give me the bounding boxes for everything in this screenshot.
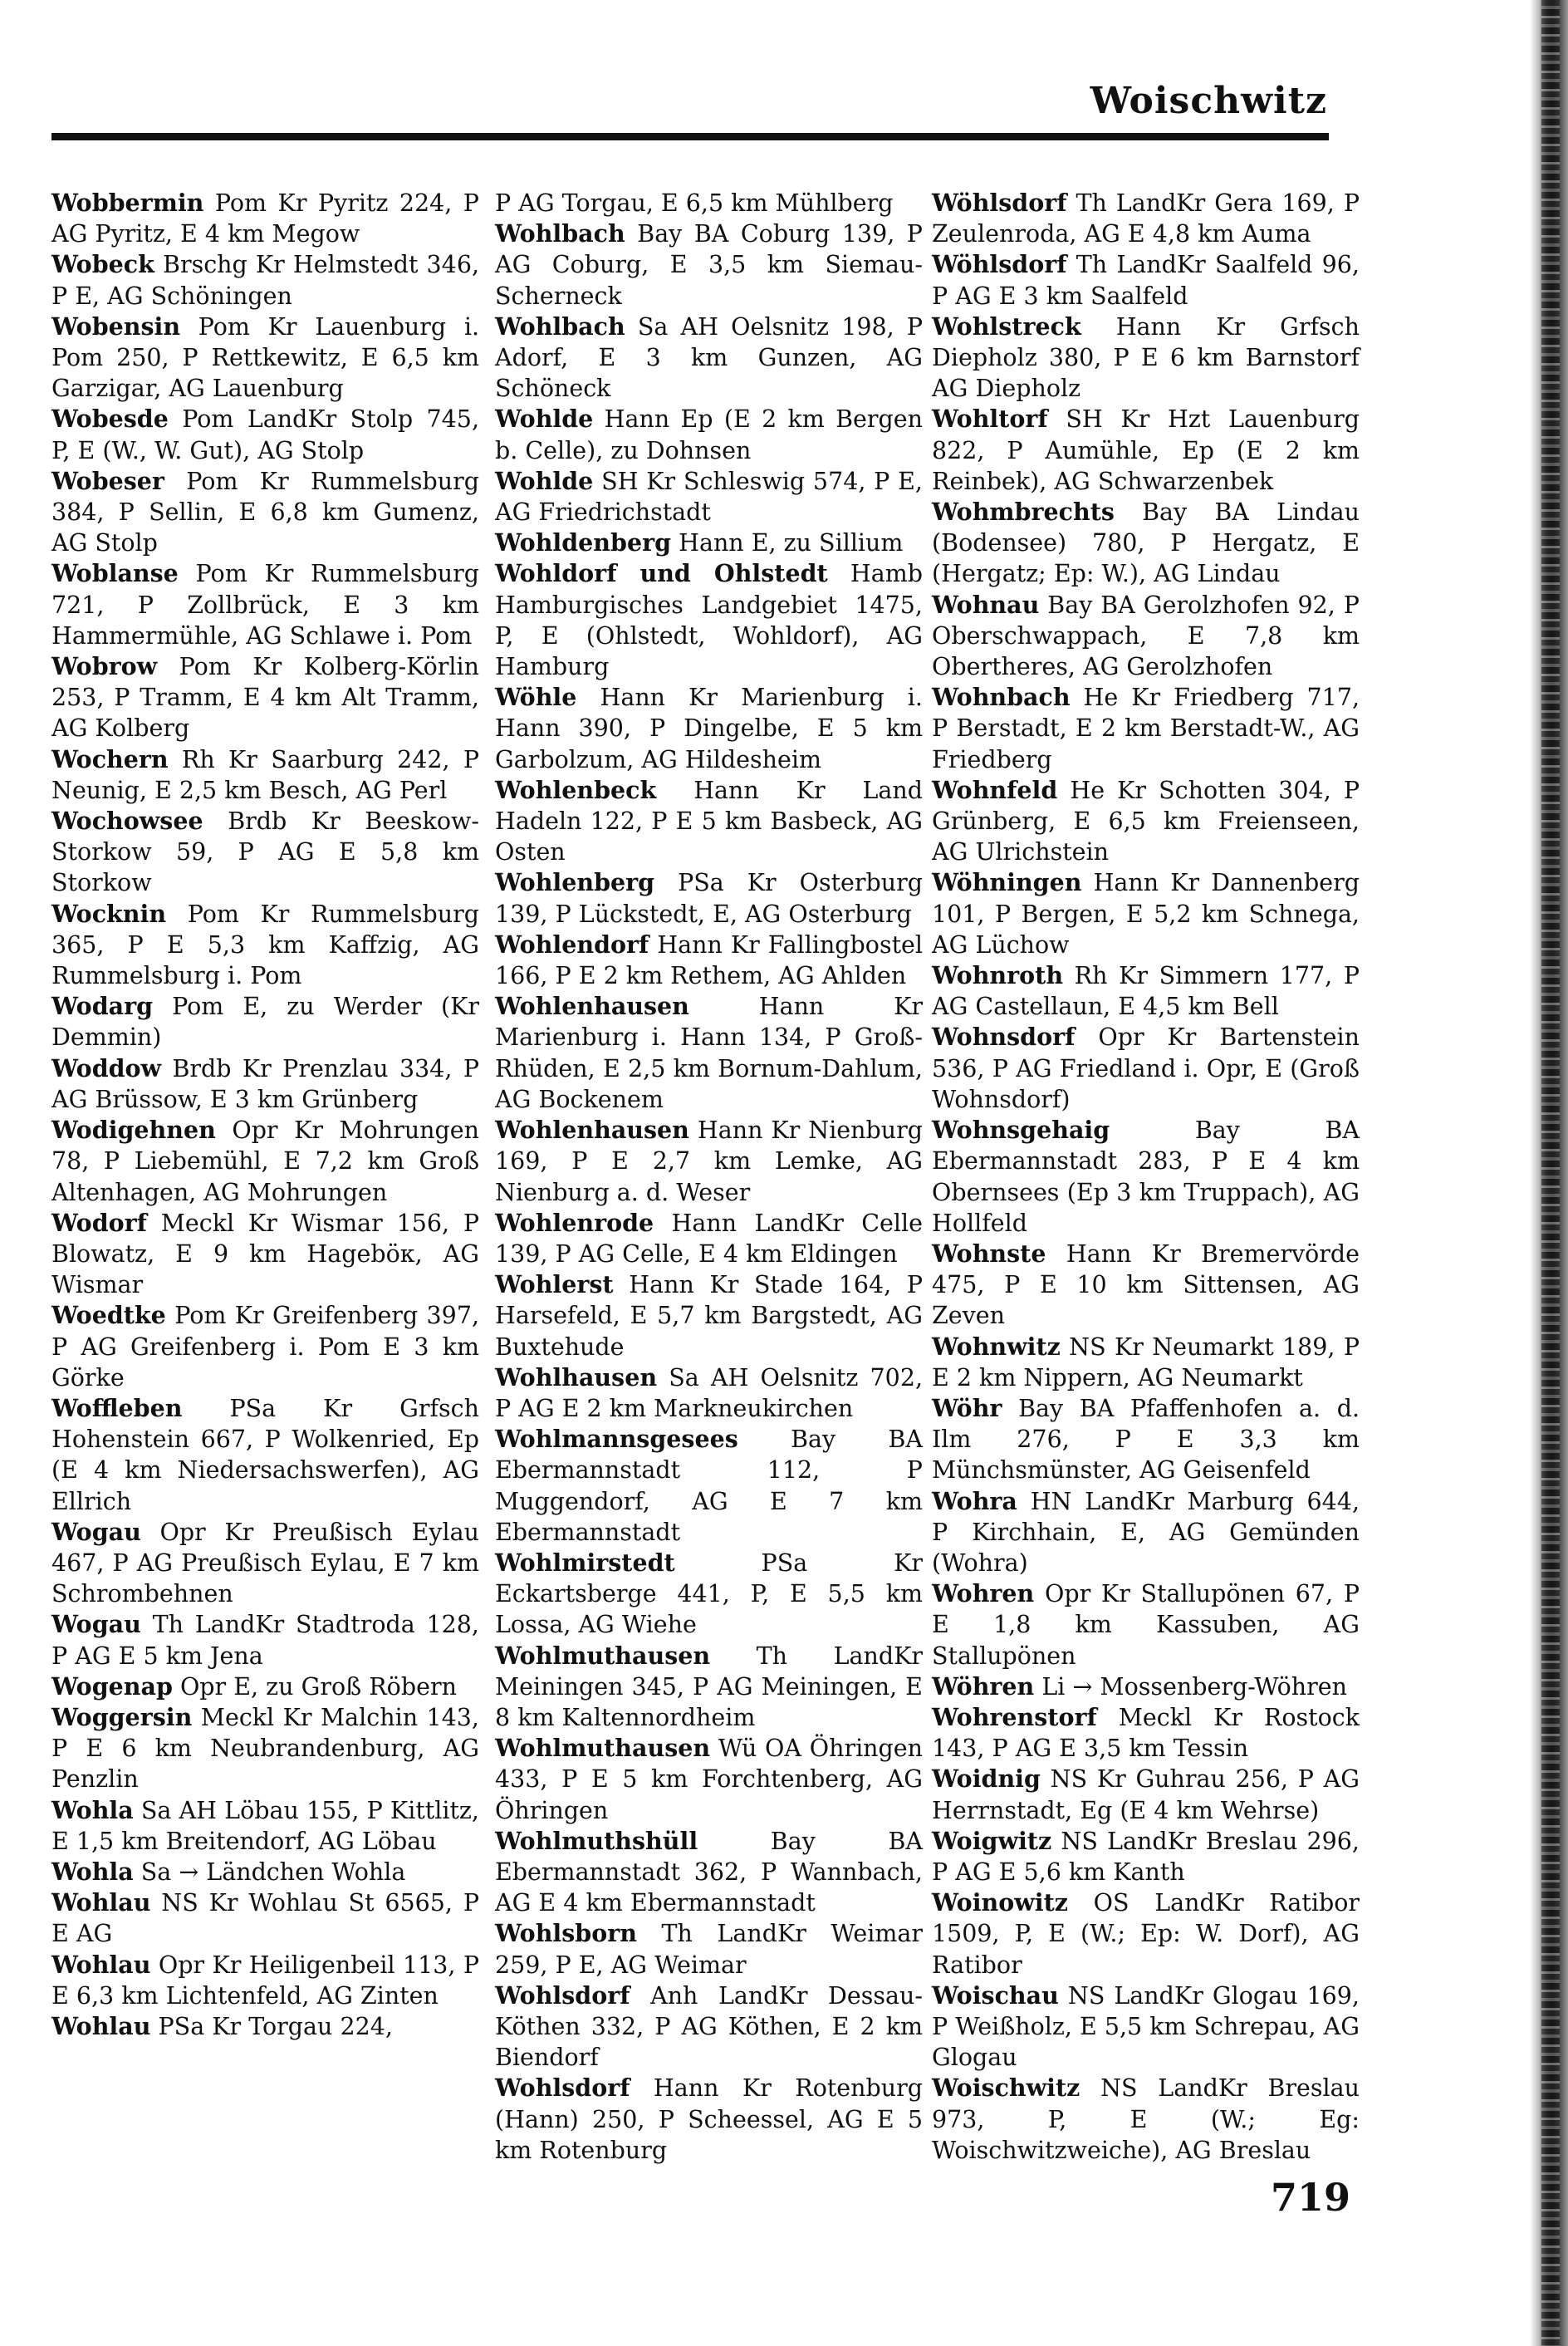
entry-name: Wohra [932,1486,1017,1515]
gazetteer-entry [51,1795,479,1857]
entry-name: Wodorf [51,1208,147,1237]
entry-text: Pom Kr Pyritz 224, P AG Pyritz, E 4 km Megow [51,189,479,248]
gazetteer-entry [495,991,923,1115]
entry-name: Wobbermin [51,189,204,217]
entry-name: Wohlbach [495,312,625,341]
entry-name: Wohmbrechts [932,498,1115,527]
entry-name: Wohlenhausen [495,992,689,1021]
gazetteer-entry [932,1486,1360,1579]
entry-name: Wöhlsdorf [932,189,1067,217]
gazetteer-entry [932,1826,1360,1887]
entry-name: Wohnsgehaig [932,1116,1110,1145]
gazetteer-entry [495,404,923,465]
entry-text: PSa Kr Osterburg 139, P Lückstedt, E, AG Osterburg [495,869,923,928]
entry-name: Wöhren [932,1671,1035,1701]
gazetteer-entry [932,1332,1360,1393]
gazetteer-entry [495,1269,923,1362]
entry-text: SH Kr Hzt Lauenburg 822, P Aumühle, Ep (E 2 km Reinbek), AG Schwarzenbek [932,405,1360,495]
column-1 [51,188,479,2042]
entry-text: Meckl Kr Malchin 143, P E 6 km Neubrandenburg, AG Penzlin [51,1703,479,1794]
entry-text: Rh Kr Saarburg 242, P Neunig, E 2,5 km Besch, AG Perl [51,745,479,804]
entry-name: Woischau [932,1980,1059,2010]
entry-name: Wochowsee [51,807,203,836]
entry-text: Bay BA Coburg 139, P AG Coburg, E 3,5 km Siemau-Scherneck [495,220,923,310]
entry-name: Wohlstreck [932,312,1081,341]
entry-text: Brdb Kr Beeskow-Storkow 59, P AG E 5,8 km Storkow [51,807,480,897]
scan-edge [1530,0,1568,2346]
gazetteer-entry [51,1115,479,1208]
entry-name: Wohlendorf [495,930,649,959]
entry-name: Wohnwitz [932,1332,1061,1361]
entry-text: Hann Ep (E 2 km Bergen b. Celle), zu Dohnsen [495,405,923,464]
gazetteer-entry [51,1053,479,1115]
entry-text: He Kr Friedberg 717, P Berstadt, E 2 km Berstadt-W., AG Friedberg [932,684,1360,773]
entry-text: Brdb Kr Prenzlau 334, P AG Brüssow, E 3 km Grünberg [51,1054,479,1113]
entry-text: Opr Kr Bartenstein 536, P AG Friedland i. Opr, E (Groß Wohnsdorf) [932,1023,1360,1113]
entry-name: Woidnig [932,1764,1041,1794]
gazetteer-entry [51,1702,479,1795]
entry-name: Wobensin [51,312,181,341]
entry-name: Wobesde [51,405,169,434]
entry-name: Woinowitz [932,1888,1068,1917]
gazetteer-entry [932,1115,1360,1239]
gazetteer-entry [495,2073,923,2166]
gazetteer-entry [51,806,479,899]
entry-text: Opr Kr Heiligenbeil 113, P E 6,3 km Lichtenfeld, AG Zinten [51,1951,480,2010]
entry-text: Th LandKr Weimar 259, P E, AG Weimar [495,1920,923,1979]
entry-text: Bay BA Lindau (Bodensee) 780, P Hergatz, E (Hergatz; Ep: W.), AG Lindau [932,498,1360,588]
entry-name: Wohnbach [932,683,1071,712]
gazetteer-entry [51,1887,479,1949]
entry-text: Pom Kr Rummelsburg 384, P Sellin, E 6,8 km Gumenz, AG Stolp [51,467,479,557]
gazetteer-entry [51,1300,479,1393]
entry-name: Wohlmirstedt [495,1548,675,1577]
entry-text: OS LandKr Ratibor 1509, P, E (W.; Ep: W. Dorf), AG Ratibor [932,1889,1360,1979]
entry-text: Hamb Hamburgisches Landgebiet 1475, P, E (Ohlstedt, Wohldorf), AG Hamburg [495,560,923,681]
entry-text: Pom LandKr Stolp 745, P, E (W., W. Gut), AG Stolp [51,405,479,464]
entry-name: Wobrow [51,652,158,681]
entry-name: Wohlsborn [495,1919,637,1948]
gazetteer-entry [51,2011,479,2042]
entry-name: Wohldenberg [495,528,672,557]
entry-name: Wogau [51,1610,141,1639]
entry-name: Wobeck [51,250,154,279]
gazetteer-entry [932,249,1360,311]
entry-name: Wohlau [51,2011,151,2040]
entry-name: Wohlde [495,466,594,495]
entry-text: Bay BA Ebermannstadt 283, P E 4 km Obernsees (Ep 3 km Truppach), AG Hollfeld [932,1117,1360,1237]
entry-text: Th LandKr Stadtroda 128, P AG E 5 km Jena [51,1611,479,1670]
entry-text: Anh LandKr Dessau-Köthen 332, P AG Köthen, E 2 km Biendorf [495,1981,923,2072]
entry-text: NS Kr Wohlau St 6565, P E AG [51,1889,479,1948]
entry-name: Wöhlsdorf [932,250,1067,279]
entry-text: Hann Kr Rotenburg (Hann) 250, P Scheessel, AG E 5 km Rotenburg [495,2074,923,2164]
entry-text: Wü OA Öhringen 433, P E 5 km Forchtenberg, AG Öhringen [495,1735,923,1824]
entry-text: Sa AH Oelsnitz 198, P Adorf, E 3 km Gunzen, AG Schöneck [495,312,923,403]
entry-name: Wöhle [495,683,577,712]
entry-name: Wohnfeld [932,775,1058,804]
gazetteer-entry [932,1671,1360,1702]
entry-text: Opr Kr Mohrungen 78, P Liebemühl, E 7,2 km Groß Altenhagen, AG Mohrungen [51,1117,479,1206]
entry-name: Wohlmuthausen [495,1734,711,1763]
entry-text: Pom Kr Greifenberg 397, P AG Greifenberg i. Pom E 3 km Görke [51,1302,480,1391]
entry-name: Woischwitz [932,2074,1080,2103]
entry-name: Wohlmuthshüll [495,1826,698,1855]
gazetteer-entry [51,1609,479,1671]
entry-text: Pom E, zu Werder (Kr Demmin) [51,993,479,1052]
gazetteer-entry [932,1239,1360,1332]
entry-text: Pom Kr Rummelsburg 721, P Zollbrück, E 3 km Hammermühle, AG Schlawe i. Pom [51,560,479,650]
entry-name: Wodigehnen [51,1116,216,1145]
entry-text: Opr Kr Preußisch Eylau 467, P AG Preußisch Eylau, E 7 km Schrombehnen [51,1518,479,1608]
entry-text: Bay BA Pfaffenhofen a. d. Ilm 276, P E 3,3 km Münchsmünster, AG Geisenfeld [932,1394,1360,1485]
entry-text: HN LandKr Marburg 644, P Kirchhain, E, AG Gemünden (Wohra) [932,1487,1360,1577]
entry-text: Hann Kr Fallingbostel 166, P E 2 km Rethem, AG Ahlden [495,930,924,990]
column-3 [932,188,1360,2166]
entry-name: Wohlhausen [495,1362,658,1391]
entry-name: Wöhningen [932,868,1082,897]
entry-name: Wobeser [51,466,164,495]
gazetteer-entry [932,960,1360,1022]
entry-name: Wohlmannsgesees [495,1425,738,1454]
entry-name: Woggersin [51,1702,193,1731]
entry-name: Wogenap [51,1671,173,1701]
entry-name: Wohnsdorf [932,1023,1076,1052]
gazetteer-entry [932,1578,1360,1671]
entry-name: Wohlenrode [495,1208,654,1237]
entry-name: Woedtke [51,1301,166,1330]
gazetteer-entry [932,497,1360,590]
gazetteer-entry [51,744,479,806]
entry-text: PSa Kr Eckartsberge 441, P, E 5,5 km Lossa, AG Wiehe [495,1548,924,1639]
entry-name: Wocknin [51,899,167,928]
entry-name: Wohlmuthausen [495,1641,711,1670]
entry-name: Wohlenhausen [495,1116,689,1145]
gazetteer-entry [932,2073,1360,2166]
entry-name: Wohlenbeck [495,775,657,804]
gazetteer-entry [51,558,479,651]
entry-name: Wohlenberg [495,868,655,897]
gazetteer-entry [495,1826,923,1919]
entry-text: NS Kr Guhrau 256, P AG Herrnstadt, Eg (E 4 km Wehrse) [932,1765,1360,1824]
gazetteer-entry [495,682,923,775]
entry-text: Opr Kr Stallupönen 67, P E 1,8 km Kassuben, AG Stallupönen [932,1580,1360,1670]
entry-name: Woffleben [51,1393,183,1422]
entry-name: Wohrenstorf [932,1702,1097,1731]
gazetteer-entry [932,312,1360,405]
gazetteer-entry [495,1208,923,1269]
entry-name: Wohlerst [495,1270,614,1299]
entry-text: Hann Kr Marienburg i. Hann 390, P Dingelbe, E 5 km Garbolzum, AG Hildesheim [495,684,923,773]
entry-text: Rh Kr Simmern 177, P AG Castellaun, E 4,5 km Bell [932,962,1360,1021]
gazetteer-entry [495,1733,923,1826]
entry-text: PSa Kr Torgau 224, [158,2012,393,2040]
gazetteer-entry [495,1641,923,1734]
entry-text: NS Kr Neumarkt 189, P E 2 km Nippern, AG Neumarkt [932,1333,1360,1391]
gazetteer-entry [495,1424,923,1548]
entry-name: Wöhr [932,1393,1002,1422]
entry-text: Hann Kr Bremervörde 475, P E 10 km Sittensen, AG Zeven [932,1239,1360,1330]
entry-text: Li → Mossenberg-Wöhren [1041,1672,1347,1701]
entry-text: Bay BA Gerolzhofen 92, P Oberschwappach, E 7,8 km Obertheres, AG Gerolzhofen [932,591,1360,681]
entry-name: Wohla [51,1857,134,1886]
entry-text: Meckl Kr Wismar 156, P Blowatz, E 9 km Hageböк, AG Wismar [51,1209,479,1299]
entry-text: SH Kr Schleswig 574, P E, AG Friedrichstadt [495,467,923,527]
gazetteer-entry [495,930,923,991]
gazetteer-entry [495,1980,923,2074]
header-rule [51,133,1329,140]
entry-text: PSa Kr Grfsch Hohenstein 667, P Wolkenried, Ep (E 4 km Niedersachswerfen), AG Ellrich [51,1394,480,1515]
entry-text: Hann Kr Grfsch Diepholz 380, P E 6 km Barnstorf AG Diepholz [932,312,1360,403]
entry-name: Wohnste [932,1239,1046,1268]
entry-text: Th LandKr Gera 169, P Zeulenroda, AG E 4,8 km Auma [932,189,1360,248]
gazetteer-entry [495,218,923,312]
entry-name: Wohlau [51,1888,151,1917]
gazetteer-entry [51,1208,479,1301]
gazetteer-entry [51,1950,479,2011]
gazetteer-entry [932,404,1360,497]
gazetteer-entry [51,899,479,992]
entry-text: Pom Kr Lauenburg i. Pom 250, P Rettkewitz, E 6,5 km Garzigar, AG Lauenburg [51,312,479,403]
entry-text: Hann LandKr Celle 139, P AG Celle, E 4 km Eldingen [495,1209,924,1268]
entry-text: Sa AH Oelsnitz 702, P AG E 2 km Markneukirchen [495,1363,924,1422]
entry-name: Woddow [51,1053,162,1082]
gazetteer-entry [495,312,923,405]
gazetteer-entry [495,188,923,218]
gazetteer-entry [932,1887,1360,1980]
entry-text: Hann Kr Land Hadeln 122, P E 5 km Basbeck, AG Osten [495,776,924,866]
entry-text: Pom Kr Rummelsburg 365, P E 5,3 km Kaffzig, AG Rummelsburg i. Pom [51,900,479,990]
gazetteer-entry [495,1115,923,1208]
entry-name: Wohlbach [495,219,625,248]
entry-text: Bay BA Ebermannstadt 362, P Wannbach, AG E 4 km Ebermannstadt [495,1827,923,1917]
entry-name: Wohlsdorf [495,1980,630,2010]
entry-text: P AG Torgau, E 6,5 km Mühlberg [495,189,894,217]
gazetteer-entry [932,1022,1360,1115]
gazetteer-entry [932,1393,1360,1486]
entry-name: Wohla [51,1795,134,1824]
entry-text: Th LandKr Saalfeld 96, P AG E 3 km Saalfeld [932,251,1360,310]
gazetteer-entry [495,1362,923,1424]
page-number: 719 [1271,2175,1351,2220]
entry-text: NS LandKr Glogau 169, P Weißholz, E 5,5 km Schrepau, AG Glogau [932,1981,1360,2072]
gazetteer-entry [495,1548,923,1641]
entry-name: Wohlsdorf [495,2074,630,2103]
entry-text: NS LandKr Breslau 296, P AG E 5,6 km Kanth [932,1827,1360,1886]
gazetteer-entry [495,775,923,868]
entry-name: Wohnau [932,590,1040,619]
entry-text: Th LandKr Meiningen 345, P AG Meiningen, E 8 km Kaltennordheim [495,1642,924,1731]
entry-text: Sa AH Löbau 155, P Kittlitz, E 1,5 km Breitendorf, AG Löbau [51,1796,479,1855]
entry-name: Wohnroth [932,961,1064,990]
entry-text: He Kr Schotten 304, P Grünberg, E 6,5 km Freienseen, AG Ulrichstein [932,776,1360,866]
gazetteer-entry [932,867,1360,960]
entry-name: Woblanse [51,559,179,588]
entry-text: Hann Kr Nienburg 169, P E 2,7 km Lemke, AG Nienburg a. d. Weser [495,1117,923,1206]
entry-name: Wohlau [51,1950,151,1979]
gazetteer-entry [495,466,923,528]
gazetteer-entry [51,404,479,465]
entry-text: Hann Kr Marienburg i. Hann 134, P Groß-Rhüden, E 2,5 km Bornum-Dahlum, AG Bockenem [495,993,923,1113]
gazetteer-entry [51,1671,479,1702]
entry-text: Meckl Kr Rostock 143, P AG E 3,5 km Tessin [932,1703,1360,1763]
entry-name: Woigwitz [932,1826,1052,1855]
gazetteer-entry [51,312,479,405]
entry-text: Sa → Ländchen Wohla [140,1858,406,1886]
entry-text: Brschg Kr Helmstedt 346, P E, AG Schöningen [51,251,480,310]
gazetteer-entry [51,249,479,311]
gazetteer-entry [932,682,1360,775]
entry-text: Hann Kr Stade 164, P Harsefeld, E 5,7 km Bargstedt, AG Buxtehude [495,1271,923,1361]
entry-text: Hann E, zu Sillium [679,529,904,557]
gazetteer-entry [51,188,479,249]
gazetteer-entry [932,775,1360,868]
gazetteer-entry [932,1702,1360,1764]
entry-text: Opr E, zu Groß Röbern [179,1672,457,1701]
gazetteer-entry [495,558,923,682]
gazetteer-entry [932,188,1360,249]
entry-name: Wodarg [51,992,154,1021]
entry-name: Wohldorf und Ohlstedt [495,559,828,588]
gazetteer-entry [51,466,479,559]
column-2 [495,188,923,2166]
entry-text: Pom Kr Kolberg-Körlin 253, P Tramm, E 4 km Alt Tramm, AG Kolberg [51,653,479,743]
entry-name: Wohren [932,1579,1035,1608]
gazetteer-entry [495,867,923,929]
gazetteer-entry [932,1764,1360,1825]
gazetteer-entry [51,1517,479,1610]
gazetteer-entry [932,1980,1360,2074]
entry-name: Wochern [51,744,169,773]
gazetteer-entry [51,1857,479,1887]
gazetteer-entry [51,651,479,744]
entry-name: Wohltorf [932,405,1048,434]
entry-name: Wogau [51,1517,141,1546]
gazetteer-entry [495,1918,923,1980]
gazetteer-entry [495,528,923,558]
entry-text: Bay BA Ebermannstadt 112, P Muggendorf, AG E 7 km Ebermannstadt [495,1426,924,1546]
running-head: Woischwitz [1090,80,1327,122]
scan-edge-noise [1541,0,1560,2346]
gazetteer-entry [51,1393,479,1517]
gazetteer-entry [51,991,479,1053]
entry-text: Hann Kr Dannenberg 101, P Bergen, E 5,2 km Schnega, AG Lüchow [932,869,1360,959]
gazetteer-entry [932,590,1360,683]
entry-name: Wohlde [495,405,594,434]
entry-text: NS LandKr Breslau 973, P, E (W.; Eg: Woischwitzweiche), AG Breslau [932,2074,1360,2164]
